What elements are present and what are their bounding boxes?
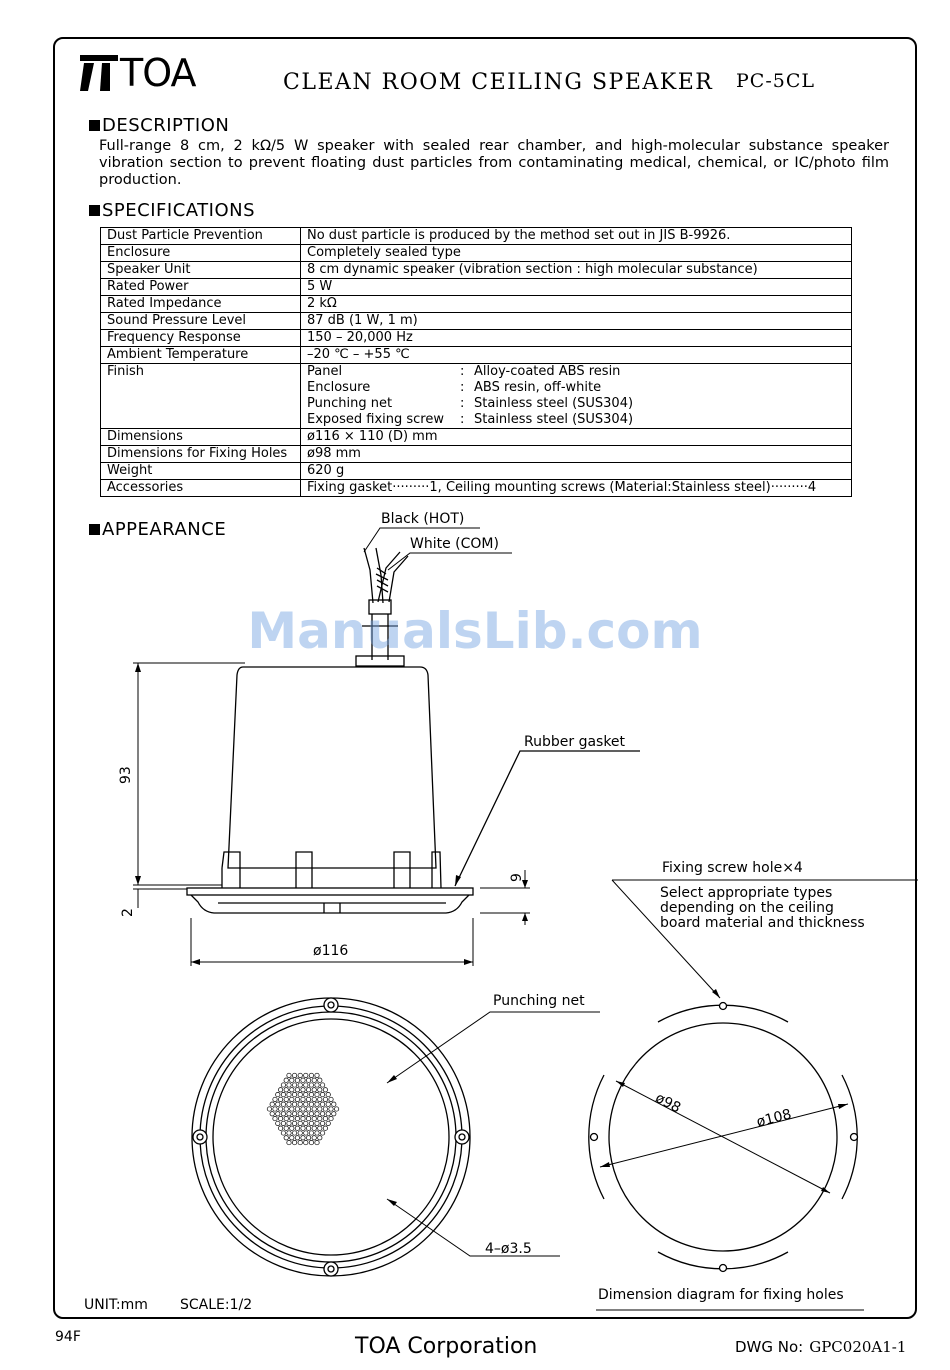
- spec-label: Enclosure: [101, 245, 301, 262]
- perforation-hole: [281, 1131, 285, 1135]
- perforation-hole: [295, 1126, 299, 1130]
- spec-value: Completely sealed type: [301, 245, 852, 262]
- spec-value: 150 – 20,000 Hz: [301, 330, 852, 347]
- finish-material: Stainless steel (SUS304): [474, 412, 634, 427]
- perforation-hole: [287, 1083, 291, 1087]
- perforation-hole: [278, 1116, 282, 1120]
- specifications-heading-text: SPECIFICATIONS: [102, 200, 256, 221]
- perforation-hole: [306, 1136, 310, 1140]
- finish-part: Punching net: [307, 396, 393, 411]
- speaker-front-view: [192, 998, 470, 1276]
- finish-material: ABS resin, off-white: [474, 380, 602, 395]
- dim-108-label: ø108: [755, 1106, 794, 1131]
- perforation-hole: [276, 1092, 280, 1096]
- perforation-hole: [301, 1107, 305, 1111]
- perforation-hole: [292, 1121, 296, 1125]
- perforation-hole: [306, 1097, 310, 1101]
- perforation-hole: [306, 1078, 310, 1082]
- scale-label: SCALE:1/2: [180, 1297, 253, 1313]
- spec-value: 620 g: [301, 463, 852, 480]
- perforation-hole: [309, 1092, 313, 1096]
- perforation-hole: [276, 1102, 280, 1106]
- perforation-hole: [281, 1121, 285, 1125]
- footer-code: 94F: [55, 1329, 81, 1345]
- dim-98-label: ø98: [652, 1090, 684, 1117]
- perforation-hole: [284, 1097, 288, 1101]
- perforation-hole: [284, 1107, 288, 1111]
- spec-value: 2 kΩ: [301, 296, 852, 313]
- perforation-hole: [287, 1102, 291, 1106]
- unit-label: UNIT:mm: [84, 1297, 148, 1313]
- punching-net-pattern: [267, 1073, 339, 1145]
- description-text: Full-range 8 cm, 2 kΩ/5 W speaker with sealed rear chamber, and high-molecular substance speaker vibration section to prevent floating dust particles from contaminating medical, chemical, or IC/photo film production.: [99, 138, 889, 188]
- watermark: ManualsLib.com: [247, 602, 703, 660]
- spec-label: Speaker Unit: [101, 262, 301, 279]
- dim-height-label: 93: [118, 766, 134, 784]
- perforation-hole: [292, 1083, 296, 1087]
- perforation-hole: [315, 1131, 319, 1135]
- perforation-hole: [278, 1088, 282, 1092]
- select-note-line: depending on the ceiling: [660, 900, 834, 916]
- perforation-hole: [292, 1112, 296, 1116]
- perforation-hole: [318, 1107, 322, 1111]
- perforation-hole: [287, 1131, 291, 1135]
- perforation-hole: [329, 1107, 333, 1111]
- spec-label: Rated Impedance: [101, 296, 301, 313]
- perforation-hole: [315, 1112, 319, 1116]
- perforation-hole: [323, 1107, 327, 1111]
- finish-part: Panel: [307, 364, 343, 379]
- perforation-hole: [309, 1131, 313, 1135]
- perforation-hole: [309, 1121, 313, 1125]
- perforation-hole: [329, 1097, 333, 1101]
- perforation-hole: [323, 1088, 327, 1092]
- page-title: CLEAN ROOM CEILING SPEAKER: [283, 70, 714, 95]
- perforation-hole: [315, 1140, 319, 1144]
- spec-label: Dimensions for Fixing Holes: [101, 446, 301, 463]
- spec-label: Frequency Response: [101, 330, 301, 347]
- perforation-hole: [284, 1136, 288, 1140]
- perforation-hole: [318, 1097, 322, 1101]
- finish-part: Exposed fixing screw: [307, 412, 444, 427]
- perforation-hole: [278, 1126, 282, 1130]
- spec-label: Dimensions: [101, 429, 301, 446]
- perforation-hole: [290, 1126, 294, 1130]
- perforation-hole: [292, 1131, 296, 1135]
- perforation-hole: [323, 1126, 327, 1130]
- finish-material: Stainless steel (SUS304): [474, 396, 634, 411]
- perforation-hole: [309, 1112, 313, 1116]
- perforation-hole: [304, 1140, 308, 1144]
- spec-label: Weight: [101, 463, 301, 480]
- perforation-hole: [298, 1121, 302, 1125]
- perforation-hole: [298, 1112, 302, 1116]
- perforation-hole: [312, 1126, 316, 1130]
- appearance-heading-text: APPEARANCE: [102, 519, 227, 540]
- perforation-hole: [292, 1102, 296, 1106]
- perforation-hole: [312, 1078, 316, 1082]
- perforation-hole: [318, 1078, 322, 1082]
- perforation-hole: [320, 1131, 324, 1135]
- perforation-hole: [270, 1112, 274, 1116]
- perforation-hole: [278, 1097, 282, 1101]
- perforation-hole: [273, 1097, 277, 1101]
- fixing-screw-hole-label: Fixing screw hole×4: [662, 860, 803, 876]
- perforation-hole: [312, 1136, 316, 1140]
- fixing-caption: Dimension diagram for fixing holes: [598, 1287, 844, 1303]
- perforation-hole: [309, 1102, 313, 1106]
- description-heading-text: DESCRIPTION: [102, 115, 230, 136]
- perforation-hole: [315, 1102, 319, 1106]
- spec-value: Fixing gasket·········1, Ceiling mounting screws (Material:Stainless steel)·········4: [301, 480, 852, 497]
- perforation-hole: [318, 1126, 322, 1130]
- perforation-hole: [318, 1116, 322, 1120]
- perforation-hole: [318, 1088, 322, 1092]
- spec-label: Accessories: [101, 480, 301, 497]
- perforation-hole: [273, 1107, 277, 1111]
- perforation-hole: [306, 1088, 310, 1092]
- perforation-hole: [290, 1078, 294, 1082]
- perforation-hole: [304, 1092, 308, 1096]
- spec-value: –20 ℃ – +55 ℃: [301, 347, 852, 364]
- spec-value: ø116 × 110 (D) mm: [301, 429, 852, 446]
- perforation-hole: [326, 1092, 330, 1096]
- perforation-hole: [290, 1136, 294, 1140]
- perforation-hole: [318, 1136, 322, 1140]
- perforation-hole: [281, 1102, 285, 1106]
- perforation-hole: [309, 1140, 313, 1144]
- logo-text: TOA: [120, 51, 196, 95]
- perforation-hole: [306, 1107, 310, 1111]
- perforation-hole: [304, 1112, 308, 1116]
- perforation-hole: [312, 1116, 316, 1120]
- perforation-hole: [323, 1097, 327, 1101]
- perforation-hole: [284, 1078, 288, 1082]
- perforation-hole: [295, 1116, 299, 1120]
- model-number: PC-5CL: [736, 70, 815, 92]
- perforation-hole: [332, 1112, 336, 1116]
- perforation-hole: [326, 1112, 330, 1116]
- spec-label: Rated Power: [101, 279, 301, 296]
- perforation-hole: [320, 1092, 324, 1096]
- perforation-hole: [281, 1092, 285, 1096]
- spec-value: 8 cm dynamic speaker (vibration section : high molecular substance): [301, 262, 852, 279]
- perforation-hole: [298, 1102, 302, 1106]
- rubber-gasket-label: Rubber gasket: [524, 734, 626, 750]
- finish-part: Enclosure: [307, 380, 371, 395]
- finish-material: Alloy-coated ABS resin: [474, 364, 621, 379]
- spec-label: Dust Particle Prevention: [101, 228, 301, 245]
- perforation-hole: [290, 1097, 294, 1101]
- perforation-hole: [281, 1083, 285, 1087]
- perforation-hole: [267, 1107, 271, 1111]
- perforation-hole: [292, 1073, 296, 1077]
- perforation-hole: [287, 1112, 291, 1116]
- perforation-hole: [326, 1102, 330, 1106]
- perforation-hole: [315, 1092, 319, 1096]
- perforation-hole: [320, 1121, 324, 1125]
- spec-value: Panel : Alloy-coated ABS resin Enclosure : ABS resin, off-white Punching net : Stainless steel (SUS304) Exposed fixing screw : Stainless steel (SUS304): [301, 364, 852, 429]
- perforation-hole: [326, 1121, 330, 1125]
- perforation-hole: [276, 1112, 280, 1116]
- perforation-hole: [298, 1073, 302, 1077]
- spec-value: 5 W: [301, 279, 852, 296]
- spec-label: Sound Pressure Level: [101, 313, 301, 330]
- spec-value: No dust particle is produced by the method set out in JIS B-9926.: [301, 228, 852, 245]
- dwg-value: GPC020A1-1: [809, 1338, 907, 1356]
- perforation-hole: [301, 1078, 305, 1082]
- perforation-hole: [295, 1078, 299, 1082]
- dim-diameter-label: ø116: [313, 943, 349, 959]
- select-note: [660, 886, 865, 931]
- select-note-line: Select appropriate types: [660, 885, 833, 901]
- perforation-hole: [292, 1092, 296, 1096]
- perforation-hole: [298, 1131, 302, 1135]
- perforation-hole: [295, 1107, 299, 1111]
- perforation-hole: [315, 1073, 319, 1077]
- perforation-hole: [306, 1116, 310, 1120]
- perforation-hole: [304, 1131, 308, 1135]
- perforation-hole: [323, 1116, 327, 1120]
- perforation-hole: [332, 1102, 336, 1106]
- perforation-hole: [312, 1097, 316, 1101]
- perforation-hole: [315, 1121, 319, 1125]
- perforation-hole: [284, 1088, 288, 1092]
- perforation-hole: [301, 1126, 305, 1130]
- perforation-hole: [304, 1102, 308, 1106]
- perforation-hole: [295, 1136, 299, 1140]
- perforation-hole: [292, 1140, 296, 1144]
- perforation-hole: [276, 1121, 280, 1125]
- spec-label: Finish: [101, 364, 301, 429]
- wire-white-label: White (COM): [410, 536, 499, 552]
- perforation-hole: [315, 1083, 319, 1087]
- perforation-hole: [284, 1126, 288, 1130]
- perforation-hole: [312, 1088, 316, 1092]
- perforation-hole: [304, 1121, 308, 1125]
- perforation-hole: [270, 1102, 274, 1106]
- select-note-line: board material and thickness: [660, 915, 865, 931]
- dwg-number: [735, 1338, 906, 1356]
- perforation-hole: [301, 1097, 305, 1101]
- dim-gasket-label: 9: [509, 873, 525, 882]
- perforation-hole: [320, 1102, 324, 1106]
- perforation-hole: [334, 1107, 338, 1111]
- dim-flange-label: 2: [120, 908, 136, 917]
- perforation-hole: [304, 1073, 308, 1077]
- footer-company: TOA Corporation: [355, 1334, 538, 1359]
- perforation-hole: [287, 1140, 291, 1144]
- fixing-holes-diagram: [589, 880, 918, 1310]
- perforation-hole: [306, 1126, 310, 1130]
- perforation-hole: [284, 1116, 288, 1120]
- perforation-hole: [295, 1097, 299, 1101]
- perforation-hole: [287, 1073, 291, 1077]
- perforation-hole: [287, 1121, 291, 1125]
- perforation-hole: [320, 1083, 324, 1087]
- perforation-hole: [320, 1112, 324, 1116]
- spec-value: 87 dB (1 W, 1 m): [301, 313, 852, 330]
- spec-value: ø98 mm: [301, 446, 852, 463]
- perforation-hole: [329, 1116, 333, 1120]
- perforation-hole: [298, 1140, 302, 1144]
- speaker-side-view: [187, 667, 473, 913]
- perforation-hole: [273, 1116, 277, 1120]
- perforation-hole: [298, 1092, 302, 1096]
- perforation-hole: [295, 1088, 299, 1092]
- perforation-hole: [290, 1107, 294, 1111]
- spec-label: Ambient Temperature: [101, 347, 301, 364]
- perforation-hole: [298, 1083, 302, 1087]
- wire-black-label: Black (HOT): [381, 511, 465, 527]
- perforation-hole: [309, 1083, 313, 1087]
- screw-holes-label: 4–ø3.5: [485, 1241, 532, 1257]
- perforation-hole: [287, 1092, 291, 1096]
- perforation-hole: [312, 1107, 316, 1111]
- perforation-hole: [304, 1083, 308, 1087]
- perforation-hole: [301, 1116, 305, 1120]
- perforation-hole: [309, 1073, 313, 1077]
- perforation-hole: [290, 1116, 294, 1120]
- perforation-hole: [278, 1107, 282, 1111]
- perforation-hole: [301, 1088, 305, 1092]
- dimension-lines: [133, 663, 530, 966]
- punching-net-label: Punching net: [493, 993, 585, 1009]
- perforation-hole: [290, 1088, 294, 1092]
- perforation-hole: [281, 1112, 285, 1116]
- perforation-hole: [301, 1136, 305, 1140]
- dwg-label: DWG No:: [735, 1338, 804, 1356]
